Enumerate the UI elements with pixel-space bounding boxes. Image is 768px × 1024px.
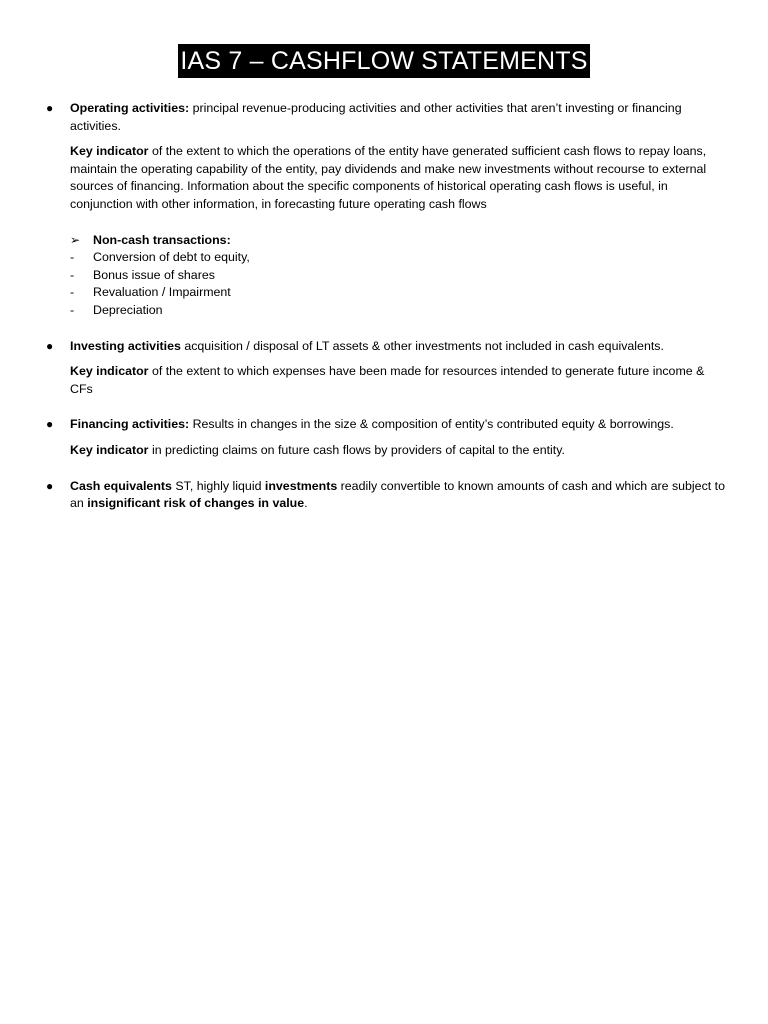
financing-definition bbox=[70, 416, 725, 434]
investing-term: Investing activities bbox=[70, 338, 181, 353]
title-container bbox=[0, 44, 768, 78]
investing-key-text: of the extent to which expenses have been made for resources intended to generate future income & CFs bbox=[70, 364, 705, 396]
financing-definition-text: Results in changes in the size & composition of entity’s contributed equity & borrowings. bbox=[189, 417, 674, 432]
bullet-icon: ● bbox=[46, 417, 54, 432]
dash-bullet-icon: - bbox=[70, 285, 75, 300]
list-item: - Revaluation / Impairment bbox=[70, 284, 725, 302]
list-item: - Bonus issue of shares bbox=[70, 267, 725, 285]
investing-definition-text: acquisition / disposal of LT assets & other investments not included in cash equivalents. bbox=[180, 338, 664, 353]
financing-key-text: in predicting claims on future cash flows by providers of capital to the entity. bbox=[148, 442, 565, 457]
financing-key-label: Key indicator bbox=[70, 442, 149, 457]
cash-equivalents-term: Cash equivalents bbox=[70, 478, 172, 493]
list-item: - Conversion of debt to equity, bbox=[70, 249, 725, 267]
section-investing-activities bbox=[46, 338, 725, 399]
financing-key-indicator bbox=[70, 442, 725, 460]
investing-key-label: Key indicator bbox=[70, 364, 149, 379]
operating-term: Operating activities: bbox=[70, 101, 190, 115]
bullet-icon: ● bbox=[46, 101, 54, 115]
cash-equivalents-definition: Cash equivalents ST, highly liquid investments readily convertible to known amounts of cash and which are subject to an insignificant risk of changes in value. bbox=[70, 478, 725, 511]
operating-definition-text: principal revenue-producing activities and other activities that aren’t investing or financing activities. bbox=[70, 101, 682, 133]
arrow-bullet-icon: ➢ bbox=[70, 232, 81, 247]
financing-term: Financing activities: bbox=[70, 417, 190, 432]
dash-bullet-icon: - bbox=[70, 302, 75, 317]
bullet-icon: ● bbox=[46, 338, 54, 353]
investing-key-indicator bbox=[70, 363, 725, 398]
document-body bbox=[46, 100, 725, 513]
noncash-heading-row bbox=[70, 232, 725, 250]
page-title: IAS 7 – CASHFLOW STATEMENTS bbox=[178, 44, 589, 78]
section-cash-equivalents bbox=[46, 478, 725, 513]
section-financing-activities bbox=[46, 416, 725, 459]
noncash-list bbox=[70, 249, 725, 319]
noncash-heading: Non-cash transactions: bbox=[93, 232, 231, 247]
operating-key-label: Key indicator bbox=[70, 144, 149, 159]
bullet-icon: ● bbox=[46, 478, 54, 493]
investing-definition bbox=[70, 338, 725, 356]
dash-bullet-icon: - bbox=[70, 267, 75, 282]
operating-key-indicator bbox=[70, 143, 725, 213]
operating-definition bbox=[70, 100, 725, 135]
dash-bullet-icon: - bbox=[70, 250, 75, 265]
operating-key-text: of the extent to which the operations of the entity have generated sufficient cash flows to repay loans, maintain the operating capability of the entity, pay dividends and make new investments without recourse to external sources of financing. Information about the specific components of historical operating cash flows is useful, in conjunction with other information, in forecasting future operating cash flows bbox=[70, 144, 707, 211]
section-operating-activities bbox=[46, 100, 725, 320]
list-item: - Depreciation bbox=[70, 302, 725, 320]
